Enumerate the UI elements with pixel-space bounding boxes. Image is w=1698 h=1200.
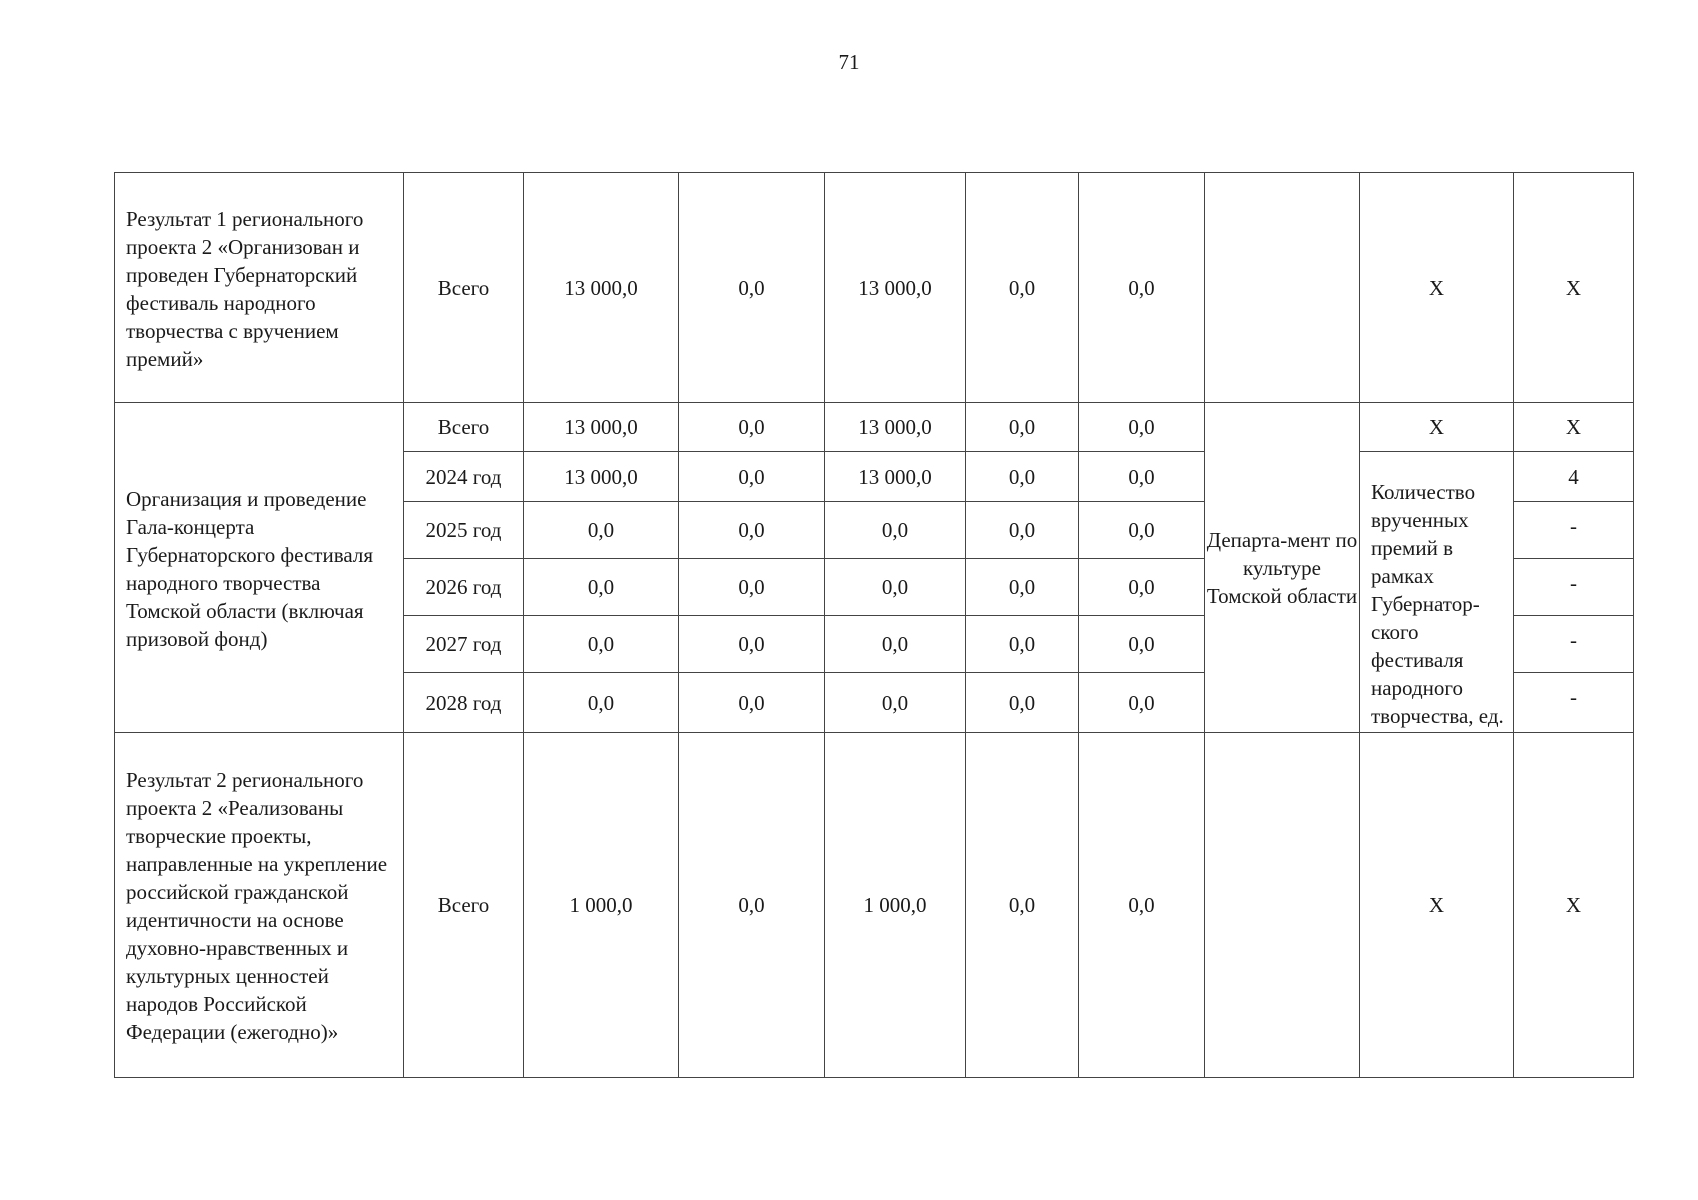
- result1-extrabudget: 0,0: [1079, 173, 1205, 403]
- result2-executor: [1205, 733, 1360, 1078]
- activity-value: 0,0: [966, 452, 1079, 502]
- activity-target: -: [1514, 616, 1634, 673]
- activity-value: 0,0: [825, 559, 966, 616]
- activity-indicator: Количество врученных премий в рамках Губернатор-ского фестиваля народного творчества, ед.: [1360, 452, 1514, 733]
- activity-target: 4: [1514, 452, 1634, 502]
- page-number: 71: [838, 50, 860, 74]
- result1-local: 0,0: [966, 173, 1079, 403]
- activity-value: 0,0: [1079, 403, 1205, 452]
- activity-value: 0,0: [679, 452, 825, 502]
- activity-period: 2024 год: [404, 452, 524, 502]
- budget-table: [114, 172, 1634, 1078]
- activity-value: 0,0: [1079, 452, 1205, 502]
- activity-value: 0,0: [524, 502, 679, 559]
- result1-period: Всего: [404, 173, 524, 403]
- activity-value: 0,0: [679, 673, 825, 733]
- activity-executor: Департа-мент по культуре Томской области: [1205, 403, 1360, 733]
- result1-regional: 13 000,0: [825, 173, 966, 403]
- result2-regional: 1 000,0: [825, 733, 966, 1078]
- activity-value: 0,0: [679, 616, 825, 673]
- activity-period: 2027 год: [404, 616, 524, 673]
- result2-indicator: Х: [1360, 733, 1514, 1078]
- result2-extrabudget: 0,0: [1079, 733, 1205, 1078]
- activity-value: 0,0: [679, 403, 825, 452]
- activity-value: 0,0: [966, 502, 1079, 559]
- activity-target: -: [1514, 502, 1634, 559]
- activity-period: 2026 год: [404, 559, 524, 616]
- activity-indicator-total: Х: [1360, 403, 1514, 452]
- activity-target: Х: [1514, 403, 1634, 452]
- activity-value: 0,0: [825, 616, 966, 673]
- activity-value: 0,0: [1079, 502, 1205, 559]
- result1-federal: 0,0: [679, 173, 825, 403]
- activity-target: -: [1514, 673, 1634, 733]
- result1-target: Х: [1514, 173, 1634, 403]
- table-row-result2: [115, 733, 1634, 1078]
- activity-value: 0,0: [966, 403, 1079, 452]
- activity-value: 13 000,0: [825, 403, 966, 452]
- activity-value: 0,0: [966, 616, 1079, 673]
- activity-value: 0,0: [524, 616, 679, 673]
- result2-period: Всего: [404, 733, 524, 1078]
- result1-indicator: Х: [1360, 173, 1514, 403]
- activity-period: Всего: [404, 403, 524, 452]
- table-row-activity-total: [115, 403, 1634, 452]
- result1-executor: [1205, 173, 1360, 403]
- activity-target: -: [1514, 559, 1634, 616]
- result2-federal: 0,0: [679, 733, 825, 1078]
- result2-total: 1 000,0: [524, 733, 679, 1078]
- activity-name: Организация и проведение Гала-концерта Губернаторского фестиваля народного творчества Томской области (включая призовой фонд): [115, 403, 404, 733]
- activity-value: 0,0: [1079, 559, 1205, 616]
- activity-value: 0,0: [1079, 616, 1205, 673]
- result2-target: Х: [1514, 733, 1634, 1078]
- activity-value: 0,0: [825, 673, 966, 733]
- activity-value: 0,0: [679, 559, 825, 616]
- result2-local: 0,0: [966, 733, 1079, 1078]
- activity-value: 0,0: [966, 559, 1079, 616]
- table-row-result1: [115, 173, 1634, 403]
- activity-value: 13 000,0: [524, 452, 679, 502]
- activity-value: 0,0: [679, 502, 825, 559]
- activity-value: 0,0: [1079, 673, 1205, 733]
- activity-value: 0,0: [524, 559, 679, 616]
- result2-name: Результат 2 регионального проекта 2 «Реализованы творческие проекты, направленные на укрепление российской гражданской идентичности на основе духовно-нравственных и культурных ценностей народов Российской Федерации (ежегодно)»: [115, 733, 404, 1078]
- activity-value: 13 000,0: [825, 452, 966, 502]
- activity-value: 13 000,0: [524, 403, 679, 452]
- activity-value: 0,0: [966, 673, 1079, 733]
- activity-value: 0,0: [825, 502, 966, 559]
- result1-name: Результат 1 регионального проекта 2 «Организован и проведен Губернаторский фестиваль народного творчества с вручением премий»: [115, 173, 404, 403]
- result1-total: 13 000,0: [524, 173, 679, 403]
- activity-period: 2028 год: [404, 673, 524, 733]
- activity-value: 0,0: [524, 673, 679, 733]
- activity-period: 2025 год: [404, 502, 524, 559]
